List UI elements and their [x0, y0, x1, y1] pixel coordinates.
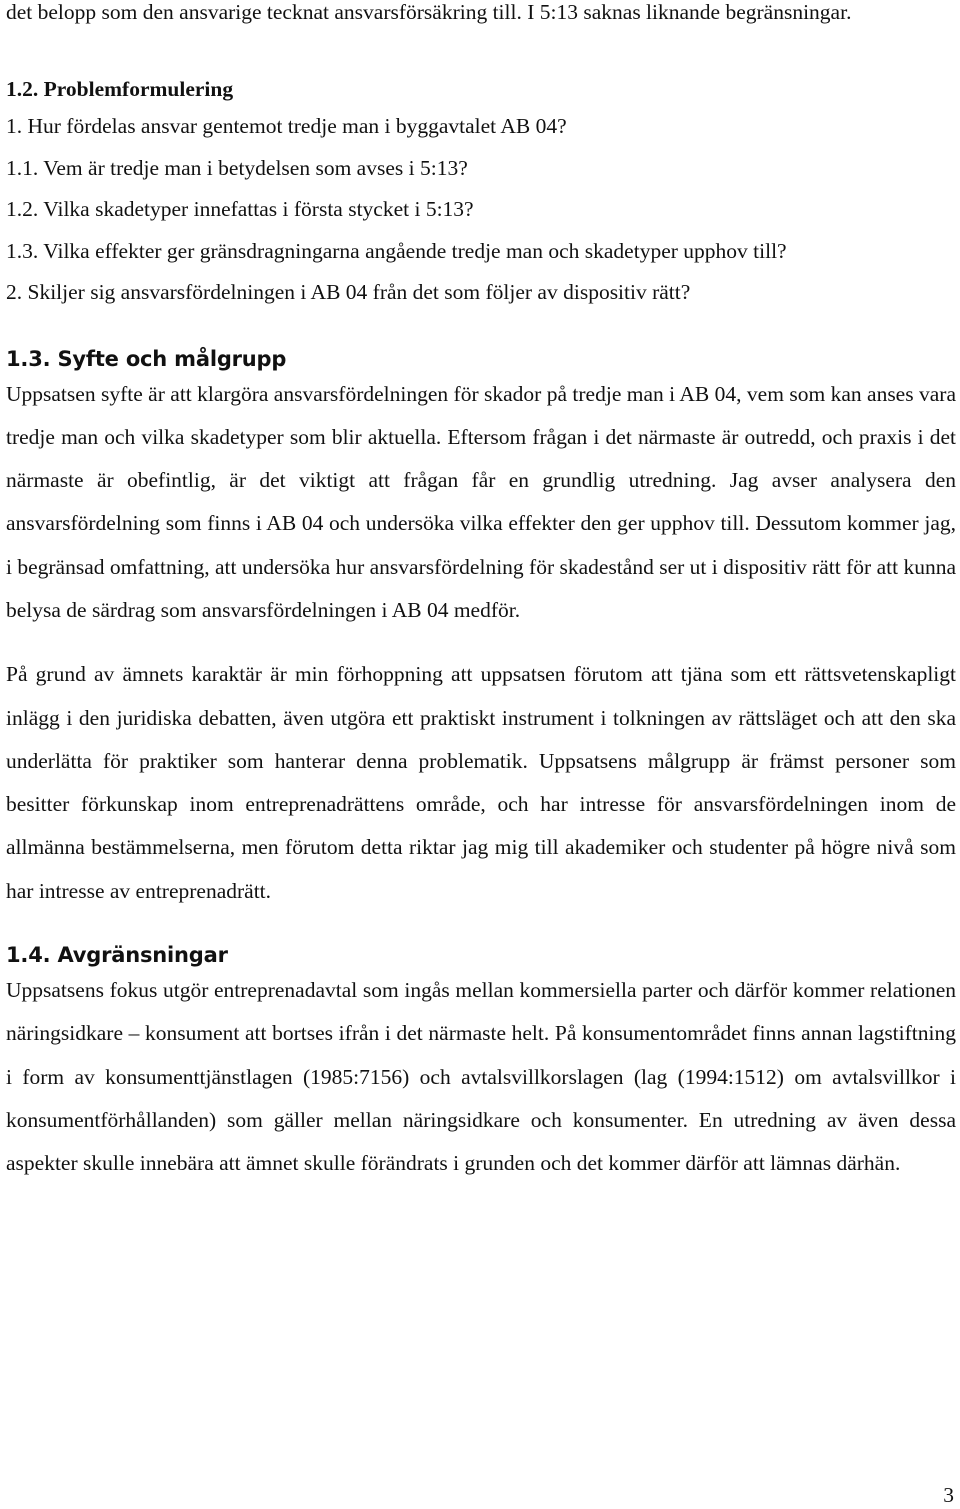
question-list — [6, 111, 956, 319]
document-page — [6, 0, 956, 1186]
purpose-paragraph-1: Uppsatsen syfte är att klargöra ansvarsfördelningen för skador på tredje man i AB 04, vem som kan anses vara tredje man och vilka skadetyper som blir aktuella. Eftersom frågan i det närmaste är outredd, och praxis i det närmaste är obefintlig, är det viktigt att frågan får en grundlig utredning. Jag avser analysera den ansvarsfördelning som finns i AB 04 och undersöka vilka effekter den ger upphov till. Dessutom kommer jag, i begränsad omfattning, att undersöka hur ansvarsfördelning för skadestånd ser ut i dispositiv rätt för att kunna belysa de särdrag som ansvarsfördelningen i AB 04 medför. — [6, 381, 956, 622]
intro-paragraph: det belopp som den ansvarige tecknat ansvarsförsäkring till. I 5:13 saknas liknande begränsningar. — [6, 0, 852, 24]
purpose-paragraph-2: På grund av ämnets karaktär är min förhoppning att uppsatsen förutom att tjäna som ett rättsvetenskapligt inlägg i den juridiska debatten, även utgöra ett praktiskt instrument i tolkningen av rättsläget och att den ska underlätta för praktiker som hanterar denna problematik. Uppsatsens målgrupp är främst personer som besitter förkunskap inom entreprenadrättens område, och har intresse för ansvarsfördelningen inom de allmänna bestämmelserna, men förutom detta riktar jag mig till akademiker och studenter på högre nivå som har intresse av entreprenadrätt. — [6, 662, 956, 903]
list-item: 1. Hur fördelas ansvar gentemot tredje man i byggavtalet AB 04? — [6, 114, 567, 138]
page-number: 3 — [943, 1483, 954, 1507]
list-item: 1.1. Vem är tredje man i betydelsen som avses i 5:13? — [6, 155, 468, 180]
list-item: 1.2. Vilka skadetyper innefattas i första stycket i 5:13? — [6, 197, 474, 221]
list-item: 2. Skiljer sig ansvarsfördelningen i AB 04 från det som följer av dispositiv rätt? — [6, 280, 691, 304]
list-item: 1.3. Vilka effekter ger gränsdragningarna angående tredje man och skadetyper upphov till? — [6, 238, 787, 263]
section-heading-problem: 1.2. Problemformulering — [6, 77, 234, 101]
scope-paragraph: Uppsatsens fokus utgör entreprenadavtal som ingås mellan kommersiella parter och därför kommer relationen näringsidkare – konsument att bortses ifrån i det närmaste helt. På konsumentområdet finns annan lagstiftning i form av konsumenttjänstlagen (1985:7156) och avtalsvillkorslagen (lag (1994:1512) om avtalsvillkor i konsumentförhållanden) som gäller mellan näringsidkare och konsumenter. En utredning av även dessa aspekter skulle innebära att ämnet skulle förändrats i grunden och det kommer därför att lämnas därhän. — [6, 978, 956, 1176]
section-heading-scope: 1.4. Avgränsningar — [6, 943, 228, 968]
section-heading-purpose: 1.3. Syfte och målgrupp — [6, 346, 287, 371]
